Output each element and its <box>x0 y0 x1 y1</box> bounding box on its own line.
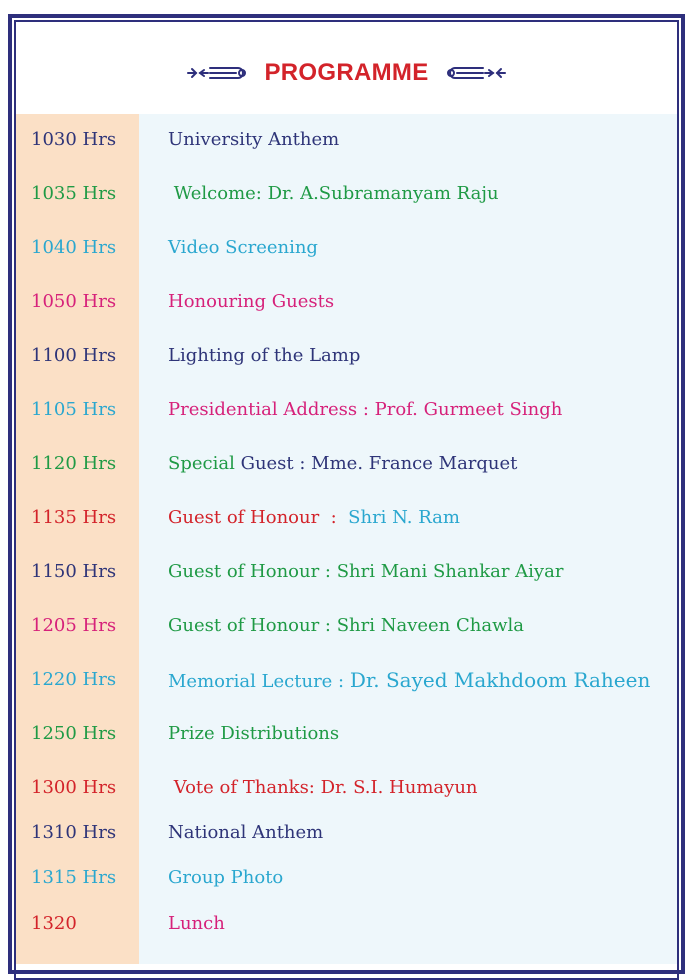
schedule-event-text: Guest of Honour : Shri Naveen Chawla <box>168 615 524 636</box>
schedule-time: 1135 Hrs <box>31 507 117 528</box>
schedule-event-text: Honouring Guests <box>168 291 335 312</box>
right-ornament-icon <box>443 62 507 84</box>
schedule-event-text: Lighting of the Lamp <box>168 345 361 366</box>
schedule-event-text: Video Screening <box>168 237 318 258</box>
schedule-event <box>168 611 524 641</box>
schedule-event <box>168 719 339 749</box>
schedule-time: 1105 Hrs <box>31 399 117 420</box>
schedule-time: 1205 Hrs <box>31 615 117 636</box>
schedule-time: 1300 Hrs <box>31 777 117 798</box>
schedule-event-text: Group Photo <box>168 867 284 888</box>
schedule-event <box>168 449 517 479</box>
schedule-event <box>168 125 339 155</box>
schedule-event <box>168 665 650 695</box>
schedule-event-text: Prize Distributions <box>168 723 340 744</box>
schedule-event <box>168 557 563 587</box>
schedule-event <box>168 233 318 263</box>
programme-header <box>16 22 677 114</box>
schedule-event-text: Shri N. Ram <box>348 507 460 528</box>
schedule-time: 1310 Hrs <box>31 822 117 843</box>
schedule-event <box>168 503 460 533</box>
schedule-event-text: Guest of Honour : <box>168 507 349 528</box>
schedule-time: 1220 Hrs <box>31 669 117 690</box>
schedule-time: 1320 <box>31 913 77 934</box>
schedule-time: 1150 Hrs <box>31 561 117 582</box>
schedule-time: 1100 Hrs <box>31 345 117 366</box>
schedule-event <box>168 287 334 317</box>
schedule-event <box>168 773 478 803</box>
schedule-event-text: Memorial Lecture : <box>168 671 350 692</box>
schedule-event-text: University Anthem <box>168 129 340 150</box>
schedule-time: 1250 Hrs <box>31 723 117 744</box>
schedule-time: 1315 Hrs <box>31 867 117 888</box>
schedule-event <box>168 179 499 209</box>
schedule-time: 1050 Hrs <box>31 291 117 312</box>
schedule-event-text: Dr. Sayed Makhdoom Raheen <box>349 668 651 692</box>
schedule-event-text: Vote of Thanks: Dr. S.I. Humayun <box>168 777 478 798</box>
schedule-event-text: Welcome: Dr. A.Subramanyam Raju <box>168 183 499 204</box>
schedule-event <box>168 341 360 371</box>
schedule-event-text: Presidential Address : Prof. Gurmeet Singh <box>168 399 563 420</box>
schedule-time: 1030 Hrs <box>31 129 117 150</box>
schedule-event-text: Special <box>168 453 241 474</box>
schedule-time: 1035 Hrs <box>31 183 117 204</box>
page-title: PROGRAMME <box>264 59 429 86</box>
schedule-time: 1120 Hrs <box>31 453 117 474</box>
schedule-event-text: National Anthem <box>168 822 324 843</box>
schedule-event-text: Guest of Honour : Shri Mani Shankar Aiyar <box>168 561 564 582</box>
schedule-event <box>168 909 225 939</box>
schedule-event <box>168 863 283 893</box>
schedule-event-text: Lunch <box>168 913 225 934</box>
schedule-event-text: Guest : Mme. France Marquet <box>240 453 518 474</box>
left-ornament-icon <box>186 62 250 84</box>
schedule-event <box>168 818 323 848</box>
schedule-event <box>168 395 562 425</box>
schedule-time: 1040 Hrs <box>31 237 117 258</box>
